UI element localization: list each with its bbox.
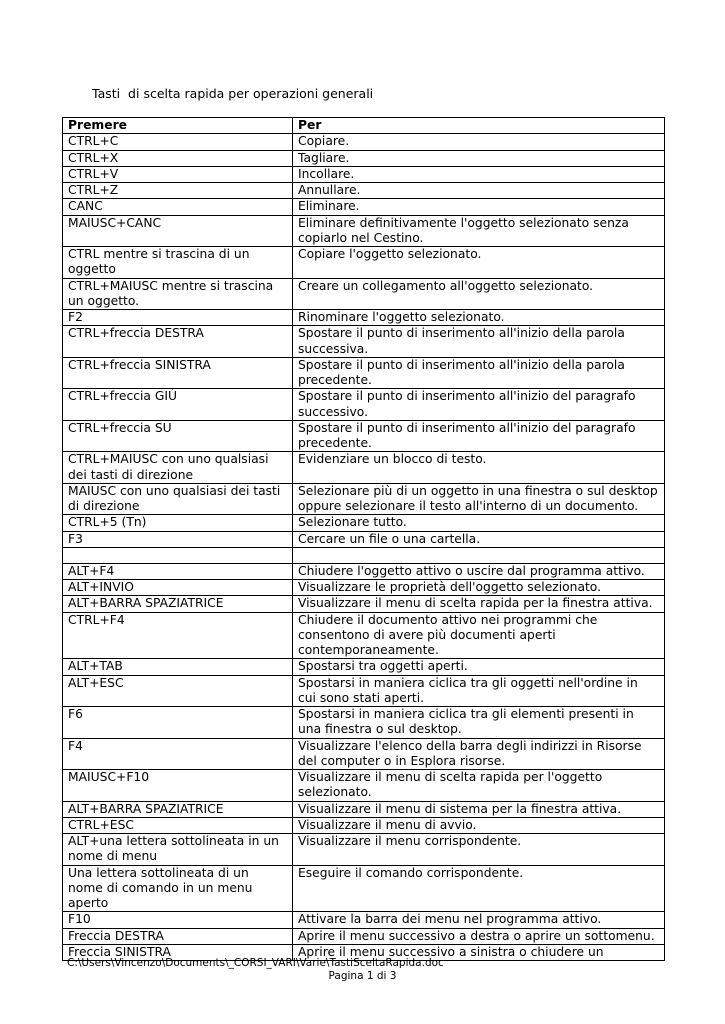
key-cell: F4	[63, 738, 293, 770]
action-cell: Visualizzare il menu di avvio.	[293, 817, 665, 833]
key-cell	[63, 547, 293, 563]
action-cell: Visualizzare il menu di scelta rapida per la finestra attiva.	[293, 596, 665, 612]
action-cell: Visualizzare il menu di sistema per la finestra attiva.	[293, 801, 665, 817]
action-cell: Visualizzare le proprietà dell'oggetto selezionato.	[293, 580, 665, 596]
table-row	[63, 817, 665, 833]
footer-file-path: C:\Users\Vincenzo\Documents\_CORSI_VARI\Varie\TastiSceltaRapida.doc	[67, 957, 444, 969]
key-cell: MAIUSC con uno qualsiasi dei tasti di direzione	[63, 483, 293, 515]
action-cell: Eliminare.	[293, 199, 665, 215]
table-row	[63, 580, 665, 596]
table-row	[63, 389, 665, 421]
action-cell: Annullare.	[293, 183, 665, 199]
action-cell: Aprire il menu successivo a sinistra o chiudere un	[293, 944, 665, 960]
action-cell: Spostarsi in maniera ciclica tra gli elementi presenti in una finestra o sul desktop.	[293, 707, 665, 739]
key-cell: F2	[63, 310, 293, 326]
key-cell: CTRL mentre si trascina di un oggetto	[63, 247, 293, 279]
header-per: Per	[293, 118, 665, 134]
action-cell: Selezionare più di un oggetto in una finestra o sul desktop oppure selezionare il testo all'interno di un documento.	[293, 483, 665, 515]
key-cell: CTRL+V	[63, 166, 293, 182]
table-row	[63, 483, 665, 515]
key-cell: CTRL+MAIUSC con uno qualsiasi dei tasti di direzione	[63, 452, 293, 484]
action-cell: Visualizzare l'elenco della barra degli indirizzi in Risorse del computer o in Esplora risorse.	[293, 738, 665, 770]
footer-page-number: Pagina 1 di 3	[328, 970, 397, 982]
action-cell: Spostare il punto di inserimento all'inizio della parola successiva.	[293, 326, 665, 358]
key-cell: F6	[63, 707, 293, 739]
action-cell: Visualizzare il menu corrispondente.	[293, 834, 665, 866]
table-row	[63, 199, 665, 215]
table-row	[63, 420, 665, 452]
table-row	[63, 612, 665, 659]
key-cell: ALT+BARRA SPAZIATRICE	[63, 596, 293, 612]
key-cell: ALT+F4	[63, 563, 293, 579]
action-cell: Spostarsi tra oggetti aperti.	[293, 659, 665, 675]
key-cell: CTRL+ESC	[63, 817, 293, 833]
action-cell: Rinominare l'oggetto selezionato.	[293, 310, 665, 326]
table-row	[63, 515, 665, 531]
action-cell: Creare un collegamento all'oggetto selezionato.	[293, 278, 665, 310]
key-cell: CTRL+C	[63, 134, 293, 150]
action-cell: Eliminare definitivamente l'oggetto selezionato senza copiarlo nel Cestino.	[293, 215, 665, 247]
action-cell: Cercare un file o una cartella.	[293, 531, 665, 547]
action-cell: Spostare il punto di inserimento all'inizio della parola precedente.	[293, 357, 665, 389]
table-row	[63, 834, 665, 866]
key-cell: F10	[63, 912, 293, 928]
key-cell: CTRL+F4	[63, 612, 293, 659]
table-row	[63, 912, 665, 928]
table-row	[63, 166, 665, 182]
table-row	[63, 801, 665, 817]
action-cell: Copiare l'oggetto selezionato.	[293, 247, 665, 279]
action-cell	[293, 547, 665, 563]
table-row	[63, 596, 665, 612]
table-row	[63, 738, 665, 770]
key-cell: ALT+TAB	[63, 659, 293, 675]
table-row	[63, 770, 665, 802]
table-row	[63, 675, 665, 707]
table-header-row	[63, 118, 665, 134]
action-cell: Selezionare tutto.	[293, 515, 665, 531]
table-row	[63, 547, 665, 563]
action-cell: Visualizzare il menu di scelta rapida per l'oggetto selezionato.	[293, 770, 665, 802]
key-cell: ALT+BARRA SPAZIATRICE	[63, 801, 293, 817]
key-cell: CTRL+5 (Tn)	[63, 515, 293, 531]
key-cell: ALT+INVIO	[63, 580, 293, 596]
table-row	[63, 247, 665, 279]
key-cell: CTRL+freccia DESTRA	[63, 326, 293, 358]
table-row	[63, 150, 665, 166]
action-cell: Spostare il punto di inserimento all'inizio del paragrafo successivo.	[293, 389, 665, 421]
action-cell: Evidenziare un blocco di testo.	[293, 452, 665, 484]
table-row	[63, 310, 665, 326]
table-row	[63, 865, 665, 912]
key-cell: CTRL+Z	[63, 183, 293, 199]
action-cell: Spostarsi in maniera ciclica tra gli oggetti nell'ordine in cui sono stati aperti.	[293, 675, 665, 707]
action-cell: Tagliare.	[293, 150, 665, 166]
document-title: Tasti di scelta rapida per operazioni generali	[92, 86, 374, 101]
table-row	[63, 183, 665, 199]
table-row	[63, 357, 665, 389]
key-cell: CTRL+freccia GIÙ	[63, 389, 293, 421]
key-cell: Una lettera sottolineata di un nome di comando in un menu aperto	[63, 865, 293, 912]
action-cell: Spostare il punto di inserimento all'inizio del paragrafo precedente.	[293, 420, 665, 452]
table-row	[63, 215, 665, 247]
table-row	[63, 928, 665, 944]
table-row	[63, 563, 665, 579]
action-cell: Attivare la barra dei menu nel programma attivo.	[293, 912, 665, 928]
header-premere: Premere	[63, 118, 293, 134]
shortcuts-table	[62, 117, 665, 961]
action-cell: Aprire il menu successivo a destra o aprire un sottomenu.	[293, 928, 665, 944]
key-cell: CANC	[63, 199, 293, 215]
table-row	[63, 707, 665, 739]
key-cell: MAIUSC+CANC	[63, 215, 293, 247]
key-cell: Freccia DESTRA	[63, 928, 293, 944]
key-cell: CTRL+freccia SINISTRA	[63, 357, 293, 389]
table-row	[63, 452, 665, 484]
table-row	[63, 134, 665, 150]
action-cell: Copiare.	[293, 134, 665, 150]
table-row	[63, 531, 665, 547]
key-cell: CTRL+freccia SU	[63, 420, 293, 452]
key-cell: ALT+ESC	[63, 675, 293, 707]
table-row	[63, 278, 665, 310]
key-cell: Freccia SINISTRA	[63, 944, 293, 960]
action-cell: Chiudere il documento attivo nei programmi che consentono di avere più documenti aperti contemporaneamente.	[293, 612, 665, 659]
action-cell: Eseguire il comando corrispondente.	[293, 865, 665, 912]
key-cell: CTRL+MAIUSC mentre si trascina un oggetto.	[63, 278, 293, 310]
key-cell: CTRL+X	[63, 150, 293, 166]
key-cell: ALT+una lettera sottolineata in un nome di menu	[63, 834, 293, 866]
table-row	[63, 326, 665, 358]
key-cell: F3	[63, 531, 293, 547]
key-cell: MAIUSC+F10	[63, 770, 293, 802]
action-cell: Chiudere l'oggetto attivo o uscire dal programma attivo.	[293, 563, 665, 579]
action-cell: Incollare.	[293, 166, 665, 182]
table-row	[63, 659, 665, 675]
